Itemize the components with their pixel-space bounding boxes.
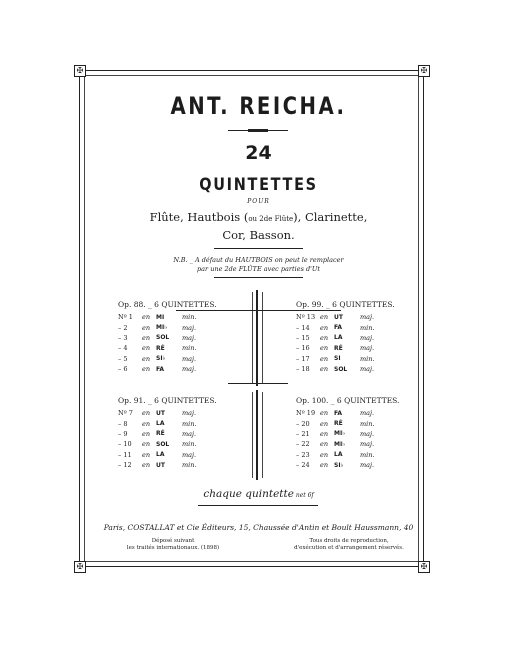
list-item bbox=[118, 439, 217, 449]
key-name: RÉ bbox=[156, 430, 165, 438]
mode-label: min. bbox=[182, 440, 197, 449]
mode-label: maj. bbox=[360, 440, 375, 449]
quintet-number: – 22 bbox=[296, 440, 310, 449]
opus-title: Op. 91. _ 6 QUINTETTES. bbox=[118, 396, 217, 405]
quintet-number: – 21 bbox=[296, 429, 310, 438]
note-rule-bottom bbox=[214, 277, 303, 278]
quintet-number: – 3 bbox=[118, 333, 128, 342]
mode-label: maj. bbox=[360, 313, 375, 322]
note-rule-top bbox=[214, 248, 303, 249]
key-name: FA bbox=[334, 324, 343, 332]
quintet-number: – 8 bbox=[118, 419, 128, 428]
en-label: en bbox=[142, 419, 151, 428]
mode-label: min. bbox=[360, 354, 375, 363]
list-item bbox=[296, 450, 399, 460]
footer-text: les traités internationaux. (1898) bbox=[126, 545, 220, 551]
list-item bbox=[296, 343, 395, 353]
list-wave-rule bbox=[228, 383, 288, 384]
corner-ornament-top-right: ✠ bbox=[418, 65, 430, 77]
list-item bbox=[118, 333, 217, 343]
key-name: SI♭ bbox=[334, 461, 344, 469]
key-name: RÉ bbox=[334, 344, 343, 352]
price-value: net 6f bbox=[293, 492, 314, 499]
list-item bbox=[296, 354, 395, 364]
mode-label: min. bbox=[182, 344, 197, 353]
mode-label: maj. bbox=[360, 409, 375, 418]
quintet-number: – 9 bbox=[118, 429, 128, 438]
key-name: SOL bbox=[334, 365, 348, 373]
en-label: en bbox=[142, 429, 151, 438]
price-label: chaque quintette bbox=[203, 488, 294, 500]
list-item bbox=[296, 429, 399, 439]
list-item bbox=[296, 439, 399, 449]
mode-label: maj. bbox=[182, 409, 197, 418]
mode-label: min. bbox=[360, 450, 375, 459]
list-item bbox=[118, 418, 217, 428]
key-name: FA bbox=[334, 409, 343, 417]
key-name: LA bbox=[156, 420, 165, 428]
quintet-number: – 23 bbox=[296, 450, 310, 459]
quintet-number: Nº 13 bbox=[296, 313, 316, 322]
list-item bbox=[296, 418, 399, 428]
list-item bbox=[296, 312, 395, 322]
key-name: LA bbox=[156, 451, 165, 459]
mode-label: maj. bbox=[182, 333, 197, 342]
quintet-count: 24 bbox=[245, 142, 272, 164]
footer-deposit-notice bbox=[108, 538, 238, 552]
en-label: en bbox=[142, 313, 151, 322]
key-name: SOL bbox=[156, 334, 170, 342]
list-item bbox=[118, 450, 217, 460]
instruments-text-end: ), Clarinette, bbox=[293, 210, 368, 224]
quintet-number: Nº 1 bbox=[118, 313, 133, 322]
opus-group-91 bbox=[118, 396, 217, 470]
key-name: UT bbox=[334, 313, 343, 321]
key-name: SI♭ bbox=[156, 355, 166, 363]
quintet-number: – 20 bbox=[296, 419, 310, 428]
quintet-number: – 18 bbox=[296, 365, 310, 374]
key-name: SI bbox=[334, 355, 341, 363]
mode-label: maj. bbox=[182, 450, 197, 459]
footer-text: Tous droits de reproduction, bbox=[309, 538, 389, 544]
center-spine-line bbox=[252, 392, 253, 478]
footer-text: Déposé suivant bbox=[151, 538, 195, 544]
opus-group-99 bbox=[296, 300, 395, 374]
mode-label: maj. bbox=[360, 344, 375, 353]
key-name: LA bbox=[334, 334, 343, 342]
key-name: UT bbox=[156, 461, 165, 469]
key-name: MI♭ bbox=[156, 324, 168, 332]
list-item bbox=[118, 354, 217, 364]
quintet-number: – 14 bbox=[296, 323, 310, 332]
center-spine-line bbox=[252, 292, 253, 384]
mode-label: maj. bbox=[360, 333, 375, 342]
en-label: en bbox=[320, 313, 329, 322]
quintet-number: – 17 bbox=[296, 354, 310, 363]
key-name: RÉ bbox=[334, 420, 343, 428]
key-name: RÉ bbox=[156, 344, 165, 352]
instruments-text: Flûte, Hautbois ( bbox=[149, 210, 249, 224]
list-item bbox=[296, 322, 395, 332]
en-label: en bbox=[142, 333, 151, 342]
footer-rights-notice bbox=[284, 538, 414, 552]
key-name: MI♭ bbox=[334, 430, 346, 438]
en-label: en bbox=[142, 323, 151, 332]
mode-label: maj. bbox=[360, 365, 375, 374]
en-label: en bbox=[320, 333, 329, 342]
en-label: en bbox=[142, 461, 151, 470]
divider-rule-ornament bbox=[248, 129, 268, 132]
genre-title: QUINTETTES bbox=[199, 175, 318, 195]
pour-label: POUR bbox=[247, 198, 270, 205]
en-label: en bbox=[142, 409, 151, 418]
list-item bbox=[118, 322, 217, 332]
key-name: UT bbox=[156, 409, 165, 417]
instruments-alt-text: ou 2de Flûte bbox=[248, 215, 294, 223]
corner-ornament-bottom-right: ✠ bbox=[418, 561, 430, 573]
mode-label: maj. bbox=[182, 354, 197, 363]
price-underline bbox=[198, 505, 318, 506]
en-label: en bbox=[142, 365, 151, 374]
quintet-number: – 10 bbox=[118, 440, 132, 449]
en-label: en bbox=[320, 450, 329, 459]
en-label: en bbox=[142, 450, 151, 459]
en-label: en bbox=[320, 419, 329, 428]
mode-label: maj. bbox=[182, 365, 197, 374]
corner-ornament-bottom-left: ✠ bbox=[74, 561, 86, 573]
quintet-number: – 15 bbox=[296, 333, 310, 342]
quintet-number: Nº 19 bbox=[296, 409, 316, 418]
en-label: en bbox=[320, 344, 329, 353]
key-name: SOL bbox=[156, 440, 170, 448]
en-label: en bbox=[320, 354, 329, 363]
publisher-line: Paris, COSTALLAT et Cie Éditeurs, 15, Chaussée d'Antin et Boult Haussmann, 40 bbox=[103, 523, 414, 532]
en-label: en bbox=[142, 354, 151, 363]
list-item bbox=[118, 364, 217, 374]
list-item bbox=[296, 364, 395, 374]
list-item bbox=[118, 343, 217, 353]
opus-title: Op. 88. _ 6 QUINTETTES. bbox=[118, 300, 217, 309]
mode-label: maj. bbox=[182, 429, 197, 438]
instruments-line-2: Cor, Basson. bbox=[222, 228, 295, 242]
quintet-number: – 5 bbox=[118, 354, 128, 363]
composer-name: ANT. REICHA. bbox=[170, 92, 347, 120]
en-label: en bbox=[320, 440, 329, 449]
footer-text: d'exécution et d'arrangement réservés. bbox=[294, 545, 404, 551]
key-name: MI bbox=[156, 313, 165, 321]
mode-label: min. bbox=[360, 323, 375, 332]
en-label: en bbox=[320, 409, 329, 418]
mode-label: maj. bbox=[360, 461, 375, 470]
opus-title: Op. 100. _ 6 QUINTETTES. bbox=[296, 396, 400, 405]
en-label: en bbox=[320, 323, 329, 332]
center-spine-lower bbox=[256, 390, 258, 480]
mode-label: maj. bbox=[182, 323, 197, 332]
key-name: FA bbox=[156, 365, 165, 373]
key-name: LA bbox=[334, 451, 343, 459]
en-label: en bbox=[320, 429, 329, 438]
en-label: en bbox=[320, 365, 329, 374]
list-item bbox=[118, 408, 217, 418]
center-spine-line bbox=[262, 392, 263, 478]
instruments-line-1 bbox=[0, 210, 517, 224]
list-item bbox=[296, 333, 395, 343]
list-item bbox=[296, 460, 399, 470]
opus-group-100 bbox=[296, 396, 399, 470]
opus-title: Op. 99. _ 6 QUINTETTES. bbox=[296, 300, 395, 309]
mode-label: min. bbox=[182, 419, 197, 428]
quintet-number: Nº 7 bbox=[118, 409, 133, 418]
en-label: en bbox=[142, 440, 151, 449]
mode-label: min. bbox=[182, 461, 197, 470]
center-spine-upper bbox=[256, 290, 258, 386]
mode-label: min. bbox=[182, 313, 197, 322]
en-label: en bbox=[320, 461, 329, 470]
corner-ornament-top-left: ✠ bbox=[74, 65, 86, 77]
mode-label: maj. bbox=[360, 429, 375, 438]
quintet-number: – 16 bbox=[296, 344, 310, 353]
quintet-number: – 4 bbox=[118, 344, 128, 353]
price-line bbox=[0, 488, 517, 500]
note-line-2: par une 2de FLÛTE avec parties d'Ut bbox=[196, 265, 321, 273]
center-spine-line bbox=[262, 292, 263, 384]
quintet-number: – 12 bbox=[118, 461, 132, 470]
list-item bbox=[118, 312, 217, 322]
mode-label: min. bbox=[360, 419, 375, 428]
list-item bbox=[296, 408, 399, 418]
quintet-number: – 24 bbox=[296, 461, 310, 470]
opus-group-88 bbox=[118, 300, 217, 374]
note-line-1: N.B. _ A défaut du HAUTBOIS on peut le remplacer bbox=[173, 256, 344, 264]
list-item bbox=[118, 429, 217, 439]
list-item bbox=[118, 460, 217, 470]
quintet-number: – 2 bbox=[118, 323, 128, 332]
quintet-number: – 11 bbox=[118, 450, 132, 459]
key-name: MI♭ bbox=[334, 440, 346, 448]
quintet-number: – 6 bbox=[118, 365, 128, 374]
en-label: en bbox=[142, 344, 151, 353]
